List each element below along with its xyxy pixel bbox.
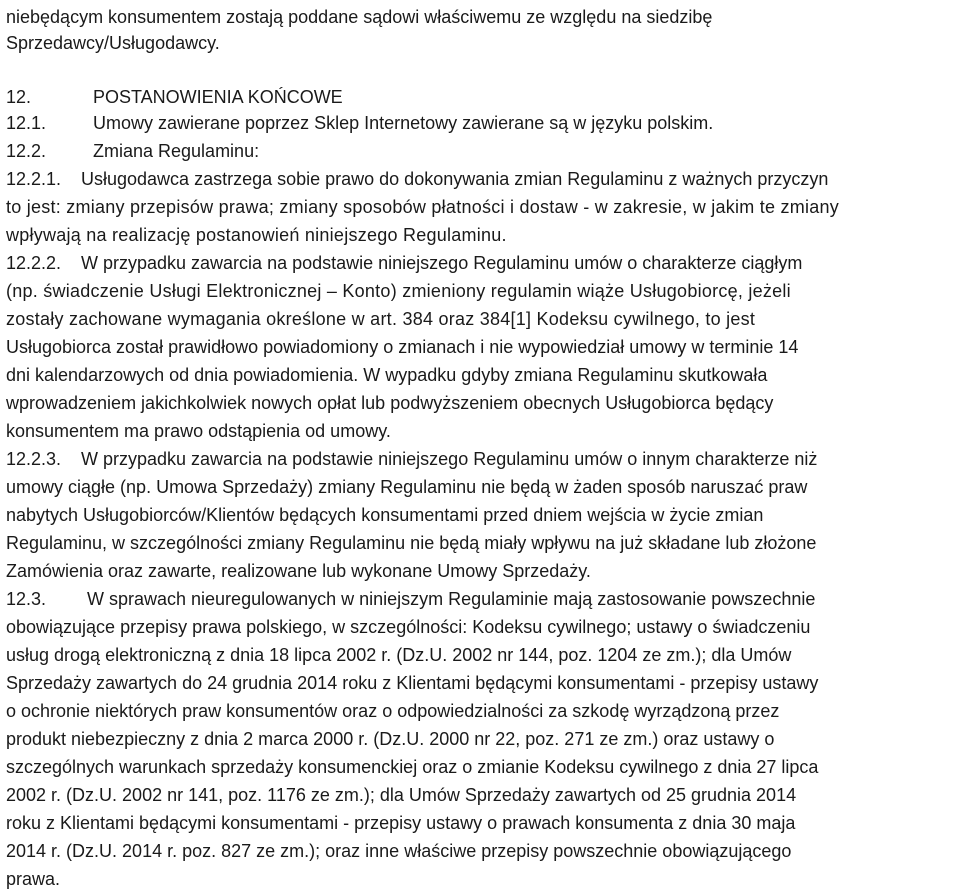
section-title: POSTANOWIENIA KOŃCOWE — [93, 87, 343, 107]
text-line: o ochronie niektórych praw konsumentów oraz o odpowiedzialności za szkodę wyrządzoną przez — [6, 701, 780, 721]
paragraph-12-2-3 — [6, 448, 817, 470]
paragraph-text: Umowy zawierane poprzez Sklep Internetowy zawierane są w języku polskim. — [93, 113, 714, 133]
text-line: zostały zachowane wymagania określone w art. 384 oraz 384[1] Kodeksu cywilnego, to jest — [6, 309, 756, 329]
text-line: Zamówienia oraz zawarte, realizowane lub wykonane Umowy Sprzedaży. — [6, 561, 591, 581]
paragraph-12-2-1 — [6, 168, 828, 190]
section-number: 12. — [6, 87, 32, 107]
paragraph-12-1 — [6, 112, 713, 134]
paragraph-12-3 — [6, 588, 815, 610]
paragraph-text: Zmiana Regulaminu: — [93, 141, 260, 161]
text-line: usług drogą elektroniczną z dnia 18 lipca 2002 r. (Dz.U. 2002 nr 144, poz. 1204 ze zm.); dla Umów — [6, 645, 792, 665]
text-line: Sprzedaży zawartych do 24 grudnia 2014 roku z Klientami będącymi konsumentami - przepisy ustawy — [6, 673, 819, 693]
paragraph-text: W przypadku zawarcia na podstawie niniejszego Regulaminu umów o charakterze ciągłym — [81, 253, 803, 273]
text-line: umowy ciągłe (np. Umowa Sprzedaży) zmiany Regulaminu nie będą w żaden sposób naruszać praw — [6, 477, 808, 497]
section-heading — [6, 86, 343, 108]
text-line: wprowadzeniem jakichkolwiek nowych opłat lub podwyższeniem obecnych Usługobiorca będący — [6, 393, 774, 413]
paragraph-number: 12.3. — [6, 589, 47, 609]
paragraph-text: W przypadku zawarcia na podstawie niniejszego Regulaminu umów o innym charakterze niż — [81, 449, 818, 469]
text-line: Sprzedawcy/Usługodawcy. — [6, 33, 220, 53]
text-line: to jest: zmiany przepisów prawa; zmiany sposobów płatności i dostaw - w zakresie, w jakim te zmiany — [6, 197, 840, 217]
text-line: 2002 r. (Dz.U. 2002 nr 141, poz. 1176 ze zm.); dla Umów Sprzedaży zawartych od 25 grudnia 2014 — [6, 785, 797, 805]
paragraph-12-2 — [6, 140, 259, 162]
text-line: dni kalendarzowych od dnia powiadomienia. W wypadku gdyby zmiana Regulaminu skutkowała — [6, 365, 768, 385]
text-line: roku z Klientami będącymi konsumentami - przepisy ustawy o prawach konsumenta z dnia 30 maja — [6, 813, 796, 833]
paragraph-text: Usługodawca zastrzega sobie prawo do dokonywania zmian Regulaminu z ważnych przyczyn — [81, 169, 829, 189]
paragraph-number: 12.2.2. — [6, 253, 62, 273]
text-line: Usługobiorca został prawidłowo powiadomiony o zmianach i nie wypowiedział umowy w terminie 14 — [6, 337, 799, 357]
text-line: niebędącym konsumentem zostają poddane sądowi właściwemu ze względu na siedzibę — [6, 7, 713, 27]
paragraph-12-2-2 — [6, 252, 802, 274]
text-line: szczególnych warunkach sprzedaży konsumenckiej oraz o zmianie Kodeksu cywilnego z dnia 27 lipca — [6, 757, 819, 777]
text-line: konsumentem ma prawo odstąpienia od umowy. — [6, 421, 391, 441]
paragraph-number: 12.2. — [6, 141, 47, 161]
text-line: 2014 r. (Dz.U. 2014 r. poz. 827 ze zm.); oraz inne właściwe przepisy powszechnie obowiązującego — [6, 841, 792, 861]
text-line: obowiązujące przepisy prawa polskiego, w szczególności: Kodeksu cywilnego; ustawy o świadczeniu — [6, 617, 811, 637]
text-line: wpływają na realizację postanowień niniejszego Regulaminu. — [6, 225, 507, 245]
paragraph-number: 12.1. — [6, 113, 47, 133]
text-line: (np. świadczenie Usługi Elektronicznej – Konto) zmieniony regulamin wiąże Usługobiorcę, jeżeli — [6, 281, 791, 301]
paragraph-text: W sprawach nieuregulowanych w niniejszym Regulaminie mają zastosowanie powszechnie — [87, 589, 816, 609]
text-line: produkt niebezpieczny z dnia 2 marca 2000 r. (Dz.U. 2000 nr 22, poz. 271 ze zm.) oraz ustawy o — [6, 729, 775, 749]
text-line: nabytych Usługobiorców/Klientów będących konsumentami przed dniem wejścia w życie zmian — [6, 505, 764, 525]
paragraph-number: 12.2.1. — [6, 169, 62, 189]
paragraph-number: 12.2.3. — [6, 449, 62, 469]
text-line: prawa. — [6, 869, 61, 889]
text-line: Regulaminu, w szczególności zmiany Regulaminu nie będą miały wpływu na już składane lub złożone — [6, 533, 817, 553]
